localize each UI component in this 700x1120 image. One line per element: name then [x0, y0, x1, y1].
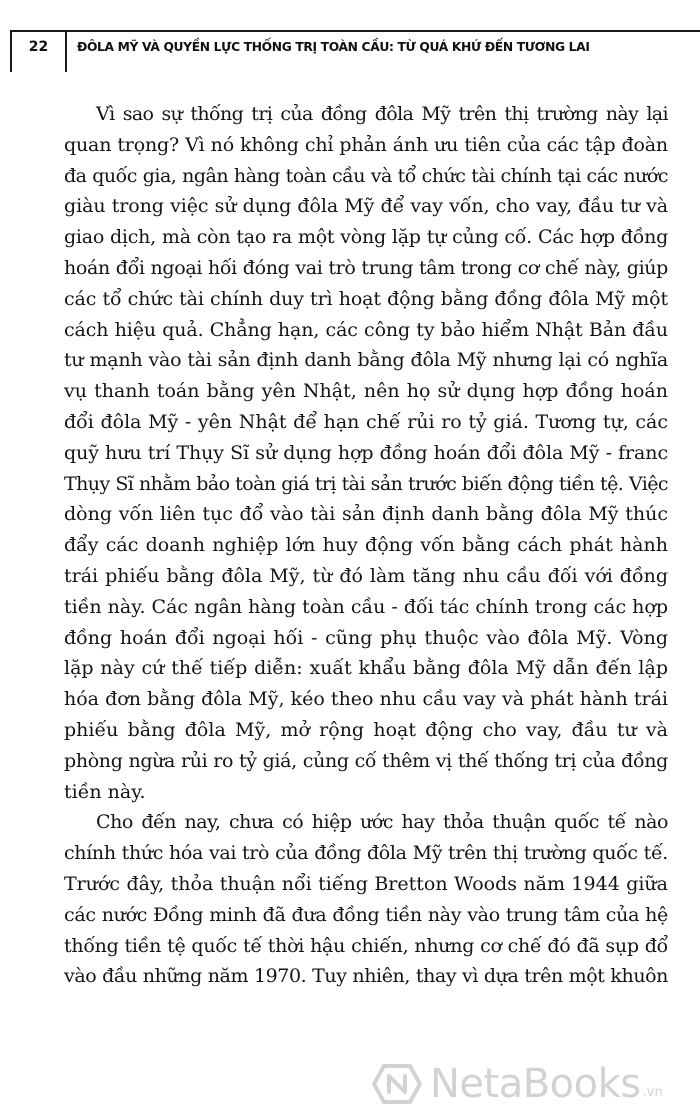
page-number: 22	[28, 39, 49, 55]
text-line: giàu trong việc sử dụng đôla Mỹ để vay vốn, cho vay, đầu tư và	[64, 195, 668, 218]
text-line: hóa đơn bằng đôla Mỹ, kéo theo nhu cầu vay và phát hành trái	[64, 688, 668, 711]
text-line: phiếu bằng đôla Mỹ, mở rộng hoạt động cho vay, đầu tư và	[64, 718, 668, 741]
text-line: thống tiền tệ quốc tế thời hậu chiến, nhưng cơ chế đó đã sụp đổ	[64, 934, 668, 957]
text-line: Thụy Sĩ nhằm bảo toàn giá trị tài sản trước biến động tiền tệ. Việc	[64, 472, 668, 495]
watermark-brand: NetaBooks	[430, 1061, 641, 1107]
text-line: Vì sao sự thống trị của đồng đôla Mỹ trên thị trường này lại	[96, 103, 668, 125]
text-line: vào đầu những năm 1970. Tuy nhiên, thay vì dựa trên một khuôn	[64, 965, 668, 988]
text-line: các nước Đồng minh đã đưa đồng tiền này vào trung tâm của hệ	[64, 903, 668, 926]
watermark-suffix: .vn	[642, 1084, 663, 1100]
text-line: đa quốc gia, ngân hàng toàn cầu và tổ chức tài chính tại các nước	[64, 164, 668, 187]
header-divider	[65, 30, 67, 72]
text-line: phòng ngừa rủi ro tỷ giá, củng cố thêm vị thế thống trị của đồng	[64, 749, 668, 772]
body-text	[64, 99, 668, 992]
text-line: hoán đổi ngoại hối đóng vai trò trung tâm trong cơ chế này, giúp	[64, 256, 668, 279]
text-line: tiền này.	[64, 780, 146, 803]
text-line: trái phiếu bằng đôla Mỹ, từ đó làm tăng nhu cầu đối với đồng	[64, 564, 668, 587]
text-line: đồng hoán đổi ngoại hối - cũng phụ thuộc vào đôla Mỹ. Vòng	[64, 626, 668, 649]
netabooks-watermark	[372, 1063, 663, 1105]
header-rule	[10, 30, 700, 32]
text-line: quỹ hưu trí Thụy Sĩ sử dụng hợp đồng hoán đổi đôla Mỹ - franc	[64, 441, 668, 464]
text-line: lặp này cứ thế tiếp diễn: xuất khẩu bằng đôla Mỹ dẫn đến lập	[64, 657, 668, 680]
text-line: đẩy các doanh nghiệp lớn huy động vốn bằng cách phát hành	[64, 534, 668, 557]
text-line: chính thức hóa vai trò của đồng đôla Mỹ trên thị trường quốc tế.	[64, 842, 668, 865]
netabooks-logo-icon	[372, 1063, 422, 1105]
page-header	[10, 30, 700, 72]
text-line: giao dịch, mà còn tạo ra một vòng lặp tự củng cố. Các hợp đồng	[64, 226, 668, 249]
text-line: các tổ chức tài chính duy trì hoạt động bằng đồng đôla Mỹ một	[64, 287, 668, 310]
text-line: tiền này. Các ngân hàng toàn cầu - đối tác chính trong các hợp	[64, 595, 668, 618]
text-line: vụ thanh toán bằng yên Nhật, nên họ sử dụng hợp đồng hoán	[64, 380, 668, 403]
text-line: Cho đến nay, chưa có hiệp ước hay thỏa thuận quốc tế nào	[96, 811, 668, 834]
text-line: Trước đây, thỏa thuận nổi tiếng Bretton Woods năm 1944 giữa	[64, 872, 668, 895]
text-line: tư mạnh vào tài sản định danh bằng đôla Mỹ nhưng lại có nghĩa	[64, 349, 668, 372]
text-line: đổi đôla Mỹ - yên Nhật để hạn chế rủi ro tỷ giá. Tương tự, các	[64, 410, 668, 433]
running-title: ĐÔLA MỸ VÀ QUYỀN LỰC THỐNG TRỊ TOÀN CẦU: TỪ QUÁ KHỨ ĐẾN TƯƠNG LAI	[77, 40, 590, 54]
text-line: quan trọng? Vì nó không chỉ phản ánh ưu tiên của các tập đoàn	[64, 133, 668, 156]
text-line: cách hiệu quả. Chẳng hạn, các công ty bảo hiểm Nhật Bản đầu	[64, 318, 668, 341]
text-line: dòng vốn liên tục đổ vào tài sản định danh bằng đôla Mỹ thúc	[64, 503, 668, 526]
